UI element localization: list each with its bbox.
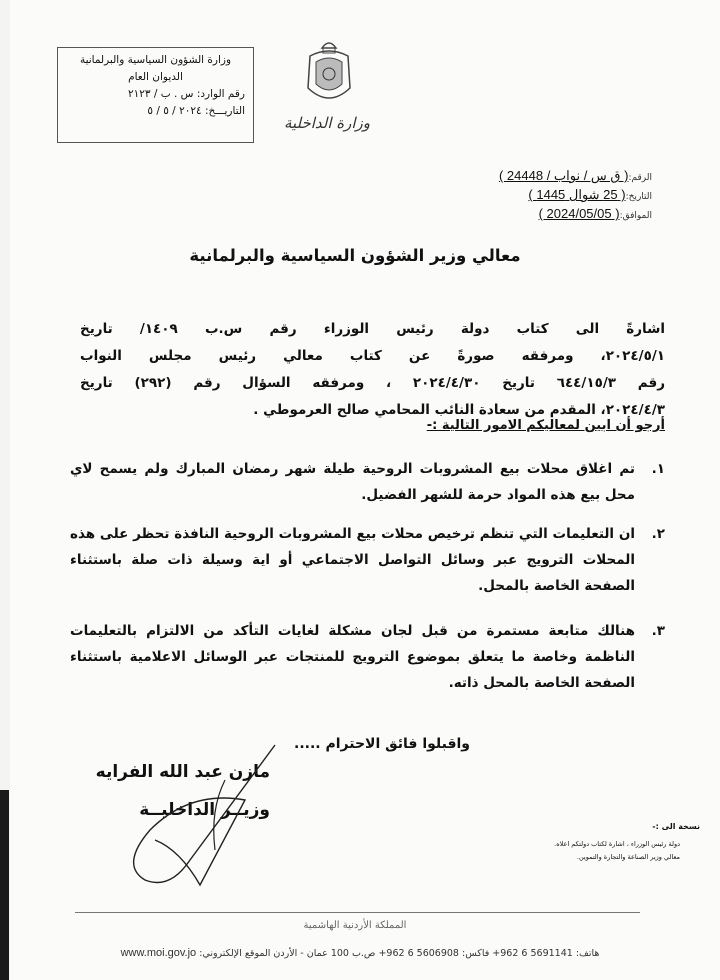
list-item [70, 521, 665, 599]
contact-details: هاتف: 5691141 6 962+ فاكس: 5606908 6 962+ ص.ب 100 عمان - الأردن الموقع الإلكتروني: [199, 948, 600, 959]
website-link[interactable]: www.moi.gov.jo [120, 947, 197, 959]
ref-date-label: الموافق: [619, 211, 652, 221]
intro-line: اشارةً الى كتاب دولة رئيس الوزراء رقم س.ب ١٤٠٩/ تاريخ [80, 321, 665, 337]
cc-item: دولة رئيس الوزراء ، اشارة لكتاب دولتكم اعلاه. [554, 840, 680, 848]
stamp-incoming-value: س . ب / ٢١٢٣ [127, 88, 194, 100]
ref-number-value: ( ق س / نواب / 24448 ) [498, 168, 629, 183]
footer-divider [75, 912, 640, 913]
ref-date-value: ( 2024/05/05 ) [538, 206, 620, 221]
list-item [70, 618, 665, 696]
cc-label: نسخة الى :- [652, 822, 700, 831]
scan-edge [0, 790, 9, 980]
item-text: هنالك متابعة مستمرة من قبل لجان مشكلة لغايات التأكد من الالتزام بالتعليمات الناظمة وخاصة ما يتعلق بموضوع الترويج للمنتجات عبر الوسائل الاعلامية باستثناء الصفحة الخاصة بالمحل ذاته. [70, 623, 635, 691]
stamp-incoming-label: رقم الوارد: [196, 88, 245, 100]
addressee-title: معالي وزير الشؤون السياسية والبرلمانية [189, 246, 521, 265]
ref-hijri-value: ( 25 شوال 1445 ) [528, 187, 626, 202]
handwritten-signature [60, 740, 280, 900]
footer-kingdom: المملكة الأردنية الهاشمية [303, 920, 407, 931]
request-line: أرجو أن ابين لمعاليكم الامور التالية :- [426, 418, 665, 433]
intro-paragraph [80, 316, 665, 424]
cc-item: معالي وزير الصناعة والتجارة والتموين. [576, 853, 680, 861]
reference-date [539, 206, 652, 221]
item-text: تم اغلاق محلات بيع المشروبات الروحية طيلة شهر رمضان المبارك ولم يسمح لاي محل بيع هذه المواد حرمة للشهر الفضيل. [70, 461, 635, 503]
ref-hijri-label: التاريخ: [625, 192, 652, 202]
stamp-date-label: التاريـــخ: [204, 105, 245, 117]
item-text: ان التعليمات التي تنظم ترخيص محلات بيع المشروبات الروحية النافذة تحظر على هذه المحلات الترويج عبر وسائل التواصل الاجتماعي أو اية وسيلة ذات صلة باستثناء الصفحة الخاصة بالمحل. [70, 526, 635, 594]
signatory-name: مازن عبد الله الفرايه [95, 762, 270, 782]
item-number: ٢. [651, 526, 665, 542]
ref-number-label: الرقم: [628, 173, 652, 183]
intro-line: رقم ٦٤٤/١٥/٣ تاريخ ٢٠٢٤/٤/٣٠ ، ومرفقه السؤال رقم (٢٩٢) تاريخ [80, 375, 665, 391]
intro-line: ٢٠٢٤/٤/٣، المقدم من سعادة النائب المحامي صالح العرموطي . [253, 402, 665, 418]
coat-of-arms-icon [300, 38, 358, 110]
item-number: ٣. [651, 623, 665, 639]
reference-number [499, 168, 652, 184]
item-number: ١. [651, 461, 665, 477]
stamp-date-value: ٢٠٢٤ / ٥ / ٥ [147, 105, 202, 117]
signatory-title: وزيــر الداخليــة [139, 800, 270, 820]
incoming-stamp [57, 47, 254, 143]
ministry-logo: وزارة الداخلية [283, 114, 371, 132]
stamp-office: الديوان العام [128, 71, 183, 83]
intro-line: ٢٠٢٤/٥/١، ومرفقه صورةً عن كتاب معالي رئيس مجلس النواب [80, 348, 665, 364]
closing-line: واقبلوا فائق الاحترام ..... [294, 736, 470, 752]
footer-contact [80, 947, 640, 959]
reference-hijri-date [528, 187, 652, 203]
stamp-ministry: وزارة الشؤون السياسية والبرلمانية [79, 54, 232, 66]
list-item [70, 456, 665, 508]
